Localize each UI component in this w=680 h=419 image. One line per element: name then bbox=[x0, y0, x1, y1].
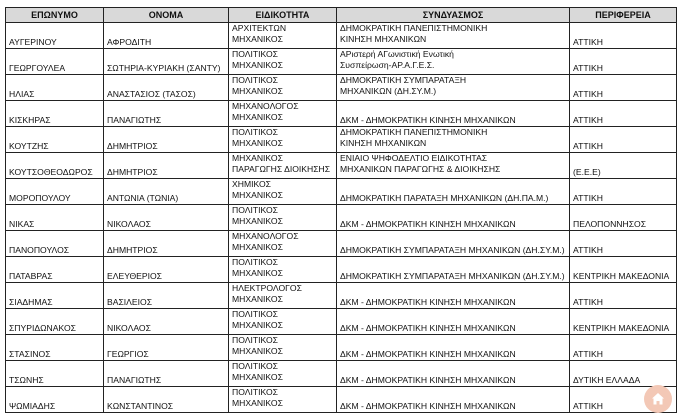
region-cell: ΑΤΤΙΚΗ bbox=[570, 75, 677, 101]
party-cell-line: ΔΗΜΟΚΡΑΤΙΚΗ ΠΑΡΑΤΑΞΗ ΜΗΧΑΝΙΚΩΝ (ΔΗ.ΠΑ.Μ.) bbox=[340, 193, 549, 203]
party-cell bbox=[337, 23, 570, 49]
specialty-cell-line: ΠΟΛΙΤΙΚΟΣ bbox=[232, 127, 278, 137]
surname-cell: ΓΕΩΡΓΟΥΛΕΑ bbox=[6, 49, 104, 75]
surname-cell: ΣΠΥΡΙΔΩΝΑΚΟΣ bbox=[6, 309, 104, 335]
table-row bbox=[6, 361, 677, 387]
party-cell bbox=[337, 153, 570, 179]
party-cell-line: ΑΡιστερή ΑΓωνιστική Ενωτική bbox=[340, 49, 454, 59]
specialty-cell-line: ΜΗΧΑΝΙΚΟΣ bbox=[232, 216, 283, 226]
specialty-cell-line: ΜΗΧΑΝΟΛΟΓΟΣ bbox=[232, 101, 299, 111]
region-cell: ΑΤΤΙΚΗ bbox=[570, 283, 677, 309]
party-cell-line: ΕΝΙΑΙΟ ΨΗΦΟΔΕΛΤΙΟ ΕΙΔΙΚΟΤΗΤΑΣ bbox=[340, 153, 488, 163]
party-cell bbox=[337, 179, 570, 205]
name-cell: ΠΑΝΑΓΙΩΤΗΣ bbox=[104, 101, 229, 127]
surname-cell: ΚΙΣΚΗΡΑΣ bbox=[6, 101, 104, 127]
party-cell-line: ΔΚΜ - ΔΗΜΟΚΡΑΤΙΚΗ ΚΙΝΗΣΗ ΜΗΧΑΝΙΚΩΝ bbox=[340, 219, 516, 229]
specialty-cell bbox=[229, 335, 337, 361]
specialty-cell-line: ΜΗΧΑΝΙΚΟΣ bbox=[232, 153, 283, 163]
specialty-cell-line: ΜΗΧΑΝΙΚΟΣ bbox=[232, 138, 283, 148]
specialty-cell-line: ΠΟΛΙΤΙΚΟΣ bbox=[232, 257, 278, 267]
party-cell bbox=[337, 127, 570, 153]
surname-cell: ΜΟΡΟΠΟΥΛΟΥ bbox=[6, 179, 104, 205]
name-cell: ΑΦΡΟΔΙΤΗ bbox=[104, 23, 229, 49]
party-cell-line: Συσπείρωση-ΑΡ.Α.Γ.Ε.Σ. bbox=[340, 60, 435, 70]
specialty-cell-line: ΜΗΧΑΝΙΚΟΣ bbox=[232, 112, 283, 122]
party-cell-line: ΔΗΜΟΚΡΑΤΙΚΗ ΣΥΜΠΑΡΑΤΑΞΗ bbox=[340, 75, 467, 85]
specialty-cell-line: ΜΗΧΑΝΙΚΟΣ bbox=[232, 34, 283, 44]
party-cell-line: ΔΗΜΟΚΡΑΤΙΚΗ ΣΥΜΠΑΡΑΤΑΞΗ ΜΗΧΑΝΙΚΩΝ (ΔΗ.ΣΥ.Μ.) bbox=[340, 271, 565, 281]
specialty-cell bbox=[229, 49, 337, 75]
party-cell bbox=[337, 387, 570, 413]
table-row bbox=[6, 231, 677, 257]
party-cell-line: ΜΗΧΑΝΙΚΩΝ ΠΑΡΑΓΩΓΗΣ & ΔΙΟΙΚΗΣΗΣ bbox=[340, 164, 501, 174]
party-cell-line: ΔΚΜ - ΔΗΜΟΚΡΑΤΙΚΗ ΚΙΝΗΣΗ ΜΗΧΑΝΙΚΩΝ bbox=[340, 401, 516, 411]
surname-cell: ΝΙΚΑΣ bbox=[6, 205, 104, 231]
party-cell-line: ΚΙΝΗΣΗ ΜΗΧΑΝΙΚΩΝ bbox=[340, 138, 427, 148]
region-cell: ΠΕΛΟΠΟΝΝΗΣΟΣ bbox=[570, 205, 677, 231]
table-row bbox=[6, 101, 677, 127]
table-row bbox=[6, 387, 677, 413]
specialty-cell-line: ΜΗΧΑΝΙΚΟΣ bbox=[232, 294, 283, 304]
party-cell bbox=[337, 309, 570, 335]
name-cell: ΠΑΝΑΓΙΩΤΗΣ bbox=[104, 361, 229, 387]
surname-cell: ΠΑΝΟΠΟΥΛΟΣ bbox=[6, 231, 104, 257]
party-cell-line: ΔΗΜΟΚΡΑΤΙΚΗ ΠΑΝΕΠΙΣΤΗΜΟΝΙΚΗ bbox=[340, 23, 488, 33]
surname-cell: ΣΙΑΔΗΜΑΣ bbox=[6, 283, 104, 309]
surname-cell: ΨΩΜΙΑΔΗΣ bbox=[6, 387, 104, 413]
specialty-cell-line: ΜΗΧΑΝΙΚΟΣ bbox=[232, 398, 283, 408]
specialty-cell bbox=[229, 283, 337, 309]
table-row bbox=[6, 179, 677, 205]
header-specialty: ΕΙΔΙΚΟΤΗΤΑ bbox=[229, 8, 337, 23]
table-row bbox=[6, 153, 677, 179]
candidates-table bbox=[5, 7, 677, 413]
region-cell: ΑΤΤΙΚΗ bbox=[570, 23, 677, 49]
party-cell bbox=[337, 257, 570, 283]
surname-cell: ΤΣΩΝΗΣ bbox=[6, 361, 104, 387]
specialty-cell-line: ΧΗΜΙΚΟΣ bbox=[232, 179, 271, 189]
party-cell-line: ΔΚΜ - ΔΗΜΟΚΡΑΤΙΚΗ ΚΙΝΗΣΗ ΜΗΧΑΝΙΚΩΝ bbox=[340, 349, 516, 359]
region-cell: ΔΥΤΙΚΗ ΕΛΛΑΔΑ bbox=[570, 361, 677, 387]
party-cell bbox=[337, 231, 570, 257]
region-cell: ΑΤΤΙΚΗ bbox=[570, 231, 677, 257]
house-icon bbox=[644, 385, 672, 413]
table-row bbox=[6, 335, 677, 361]
specialty-cell-line: ΜΗΧΑΝΙΚΟΣ bbox=[232, 60, 283, 70]
party-cell-line: ΜΗΧΑΝΙΚΩΝ (ΔΗ.ΣΥ.Μ.) bbox=[340, 86, 437, 96]
party-cell bbox=[337, 205, 570, 231]
specialty-cell bbox=[229, 231, 337, 257]
table-row bbox=[6, 309, 677, 335]
specialty-cell bbox=[229, 309, 337, 335]
surname-cell: ΚΟΥΤΣΟΘΕΟΔΩΡΟΣ bbox=[6, 153, 104, 179]
specialty-cell-line: ΜΗΧΑΝΙΚΟΣ bbox=[232, 242, 283, 252]
region-cell: ΚΕΝΤΡΙΚΗ ΜΑΚΕΔΟΝΙΑ bbox=[570, 309, 677, 335]
party-cell-line: ΔΗΜΟΚΡΑΤΙΚΗ ΣΥΜΠΑΡΑΤΑΞΗ ΜΗΧΑΝΙΚΩΝ (ΔΗ.ΣΥ.Μ.) bbox=[340, 245, 565, 255]
party-cell bbox=[337, 101, 570, 127]
specialty-cell bbox=[229, 361, 337, 387]
party-cell bbox=[337, 361, 570, 387]
specialty-cell bbox=[229, 387, 337, 413]
specialty-cell-line: ΠΟΛΙΤΙΚΟΣ bbox=[232, 75, 278, 85]
surname-cell: ΠΑΤΑΒΡΑΣ bbox=[6, 257, 104, 283]
surname-cell: ΣΤΑΣΙΝΟΣ bbox=[6, 335, 104, 361]
name-cell: ΔΗΜΗΤΡΙΟΣ bbox=[104, 153, 229, 179]
specialty-cell bbox=[229, 205, 337, 231]
name-cell: ΓΕΩΡΓΙΟΣ bbox=[104, 335, 229, 361]
region-cell: ΑΤΤΙΚΗ bbox=[570, 101, 677, 127]
table-row bbox=[6, 23, 677, 49]
specialty-cell bbox=[229, 257, 337, 283]
header-surname: ΕΠΩΝΥΜΟ bbox=[6, 8, 104, 23]
table-row bbox=[6, 127, 677, 153]
specialty-cell-line: ΠΟΛΙΤΙΚΟΣ bbox=[232, 387, 278, 397]
table-row bbox=[6, 75, 677, 101]
specialty-cell-line: ΜΗΧΑΝΙΚΟΣ bbox=[232, 320, 283, 330]
specialty-cell-line: ΜΗΧΑΝΙΚΟΣ bbox=[232, 86, 283, 96]
party-cell-line: ΔΚΜ - ΔΗΜΟΚΡΑΤΙΚΗ ΚΙΝΗΣΗ ΜΗΧΑΝΙΚΩΝ bbox=[340, 323, 516, 333]
surname-cell: ΗΛΙΑΣ bbox=[6, 75, 104, 101]
name-cell: ΑΝΑΣΤΑΣΙΟΣ (ΤΑΣΟΣ) bbox=[104, 75, 229, 101]
specialty-cell-line: ΗΛΕΚΤΡΟΛΟΓΟΣ bbox=[232, 283, 302, 293]
specialty-cell bbox=[229, 75, 337, 101]
name-cell: ΔΗΜΗΤΡΙΟΣ bbox=[104, 231, 229, 257]
party-cell-line: ΔΗΜΟΚΡΑΤΙΚΗ ΠΑΝΕΠΙΣΤΗΜΟΝΙΚΗ bbox=[340, 127, 488, 137]
specialty-cell-line: ΠΑΡΑΓΩΓΗΣ ΔΙΟΙΚΗΣΗΣ bbox=[232, 164, 331, 174]
specialty-cell-line: ΠΟΛΙΤΙΚΟΣ bbox=[232, 361, 278, 371]
name-cell: ΝΙΚΟΛΑΟΣ bbox=[104, 309, 229, 335]
header-party: ΣΥΝΔΥΑΣΜΟΣ bbox=[337, 8, 570, 23]
name-cell: ΒΑΣΙΛΕΙΟΣ bbox=[104, 283, 229, 309]
party-cell bbox=[337, 283, 570, 309]
header-region: ΠΕΡΙΦΕΡΕΙΑ bbox=[570, 8, 677, 23]
region-cell: ΑΤΤΙΚΗ bbox=[570, 335, 677, 361]
specialty-cell-line: ΜΗΧΑΝΙΚΟΣ bbox=[232, 268, 283, 278]
specialty-cell-line: ΠΟΛΙΤΙΚΟΣ bbox=[232, 309, 278, 319]
region-cell: ΑΤΤΙΚΗ bbox=[570, 387, 677, 413]
specialty-cell bbox=[229, 153, 337, 179]
table-row bbox=[6, 257, 677, 283]
specialty-cell-line: ΠΟΛΙΤΙΚΟΣ bbox=[232, 49, 278, 59]
header-name: ΟΝΟΜΑ bbox=[104, 8, 229, 23]
region-cell: ΑΤΤΙΚΗ bbox=[570, 49, 677, 75]
name-cell: ΔΗΜΗΤΡΙΟΣ bbox=[104, 127, 229, 153]
specialty-cell-line: ΜΗΧΑΝΙΚΟΣ bbox=[232, 346, 283, 356]
party-cell bbox=[337, 75, 570, 101]
specialty-cell-line: ΜΗΧΑΝΙΚΟΣ bbox=[232, 190, 283, 200]
surname-cell: ΑΥΓΕΡΙΝΟΥ bbox=[6, 23, 104, 49]
region-cell: ΚΕΝΤΡΙΚΗ ΜΑΚΕΔΟΝΙΑ bbox=[570, 257, 677, 283]
table-row bbox=[6, 205, 677, 231]
table-row bbox=[6, 283, 677, 309]
name-cell: ΝΙΚΟΛΑΟΣ bbox=[104, 205, 229, 231]
region-cell: (Ε.Ε.Ε) bbox=[570, 153, 677, 179]
party-cell-line: ΔΚΜ - ΔΗΜΟΚΡΑΤΙΚΗ ΚΙΝΗΣΗ ΜΗΧΑΝΙΚΩΝ bbox=[340, 115, 516, 125]
specialty-cell-line: ΜΗΧΑΝΙΚΟΣ bbox=[232, 372, 283, 382]
name-cell: ΑΝΤΩΝΙΑ (ΤΩΝΙΑ) bbox=[104, 179, 229, 205]
party-cell-line: ΚΙΝΗΣΗ ΜΗΧΑΝΙΚΩΝ bbox=[340, 34, 427, 44]
specialty-cell-line: ΜΗΧΑΝΟΛΟΓΟΣ bbox=[232, 231, 299, 241]
party-cell bbox=[337, 335, 570, 361]
surname-cell: ΚΟΥΤΖΗΣ bbox=[6, 127, 104, 153]
region-cell: ΑΤΤΙΚΗ bbox=[570, 179, 677, 205]
party-cell bbox=[337, 49, 570, 75]
specialty-cell bbox=[229, 101, 337, 127]
table-header-row bbox=[6, 8, 677, 23]
party-cell-line: ΔΚΜ - ΔΗΜΟΚΡΑΤΙΚΗ ΚΙΝΗΣΗ ΜΗΧΑΝΙΚΩΝ bbox=[340, 375, 516, 385]
specialty-cell-line: ΠΟΛΙΤΙΚΟΣ bbox=[232, 335, 278, 345]
name-cell: ΚΩΝΣΤΑΝΤΙΝΟΣ bbox=[104, 387, 229, 413]
table-row bbox=[6, 49, 677, 75]
party-cell-line: ΔΚΜ - ΔΗΜΟΚΡΑΤΙΚΗ ΚΙΝΗΣΗ ΜΗΧΑΝΙΚΩΝ bbox=[340, 297, 516, 307]
specialty-cell-line: ΠΟΛΙΤΙΚΟΣ bbox=[232, 205, 278, 215]
name-cell: ΕΛΕΥΘΕΡΙΟΣ bbox=[104, 257, 229, 283]
specialty-cell bbox=[229, 179, 337, 205]
specialty-cell bbox=[229, 127, 337, 153]
specialty-cell bbox=[229, 23, 337, 49]
region-cell: ΑΤΤΙΚΗ bbox=[570, 127, 677, 153]
specialty-cell-line: ΑΡΧΙΤΕΚΤΩΝ bbox=[232, 23, 287, 33]
name-cell: ΣΩΤΗΡΙΑ-ΚΥΡΙΑΚΗ (ΣΑΝΤΥ) bbox=[104, 49, 229, 75]
